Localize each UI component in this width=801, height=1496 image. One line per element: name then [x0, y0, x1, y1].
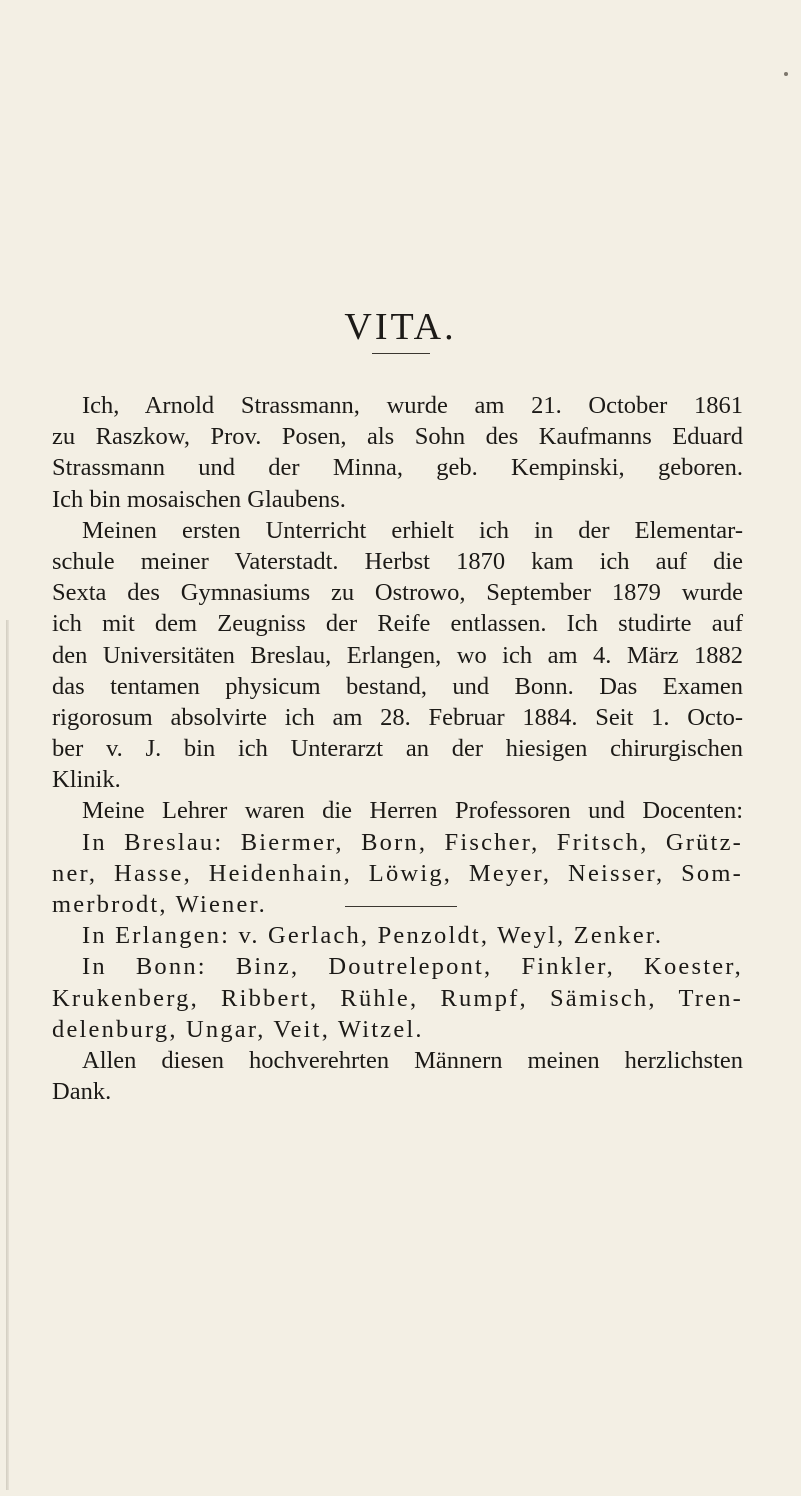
text-line: ner, Hasse, Heidenhain, Löwig, Meyer, Neisser, Som- [52, 859, 743, 887]
text-line: Ich, Arnold Strassmann, wurde am 21. October 1861 [82, 392, 743, 419]
text-line: Ich bin mosaischen Glaubens. [52, 485, 346, 513]
text-line: Strassmann und der Minna, geb. Kempinski, geboren. [52, 454, 743, 482]
text-line: Dank. [52, 1078, 112, 1106]
text-line: In Erlangen: v. Gerlach, Penzoldt, Weyl, Zenker. [82, 922, 664, 950]
speck-mark [784, 72, 788, 76]
text-line: ich mit dem Zeugniss der Reife entlassen. Ich studirte auf [52, 610, 743, 638]
page-title: VITA. [344, 306, 457, 349]
text-line: das tentamen physicum bestand, und Bonn. Das Examen [52, 672, 743, 700]
text-line: In Breslau: Biermer, Born, Fischer, Fritsch, Grütz- [82, 828, 743, 856]
text-line: rigorosum absolvirte ich am 28. Februar 1884. Seit 1. Octo- [52, 703, 743, 731]
text-line: Sexta des Gymnasiums zu Ostrowo, September 1879 wurde [52, 579, 743, 607]
text-line: schule meiner Vaterstadt. Herbst 1870 kam ich auf die [52, 547, 743, 575]
closing-divider [345, 906, 457, 907]
text-line: Klinik. [52, 766, 121, 794]
text-line: ber v. J. bin ich Unterarzt an der hiesigen chirurgischen [52, 735, 743, 763]
text-line: In Bonn: Binz, Doutrelepont, Finkler, Koester, [82, 953, 743, 981]
binding-edge [6, 620, 9, 1490]
text-line: Meine Lehrer waren die Herren Professoren und Docenten: [82, 797, 743, 825]
title-divider [372, 353, 430, 354]
text-line: delenburg, Ungar, Veit, Witzel. [52, 1015, 424, 1043]
text-line: Krukenberg, Ribbert, Rühle, Rumpf, Sämisch, Tren- [52, 984, 743, 1012]
text-line: den Universitäten Breslau, Erlangen, wo ich am 4. März 1882 [52, 641, 743, 669]
text-line: zu Raszkow, Prov. Posen, als Sohn des Kaufmanns Eduard [52, 423, 743, 451]
text-line: Meinen ersten Unterricht erhielt ich in der Elementar- [82, 516, 743, 544]
vita-text [52, 390, 743, 1107]
text-line: Allen diesen hochverehrten Männern meinen herzlichsten [82, 1046, 743, 1074]
text-line: merbrodt, Wiener. [52, 891, 267, 918]
